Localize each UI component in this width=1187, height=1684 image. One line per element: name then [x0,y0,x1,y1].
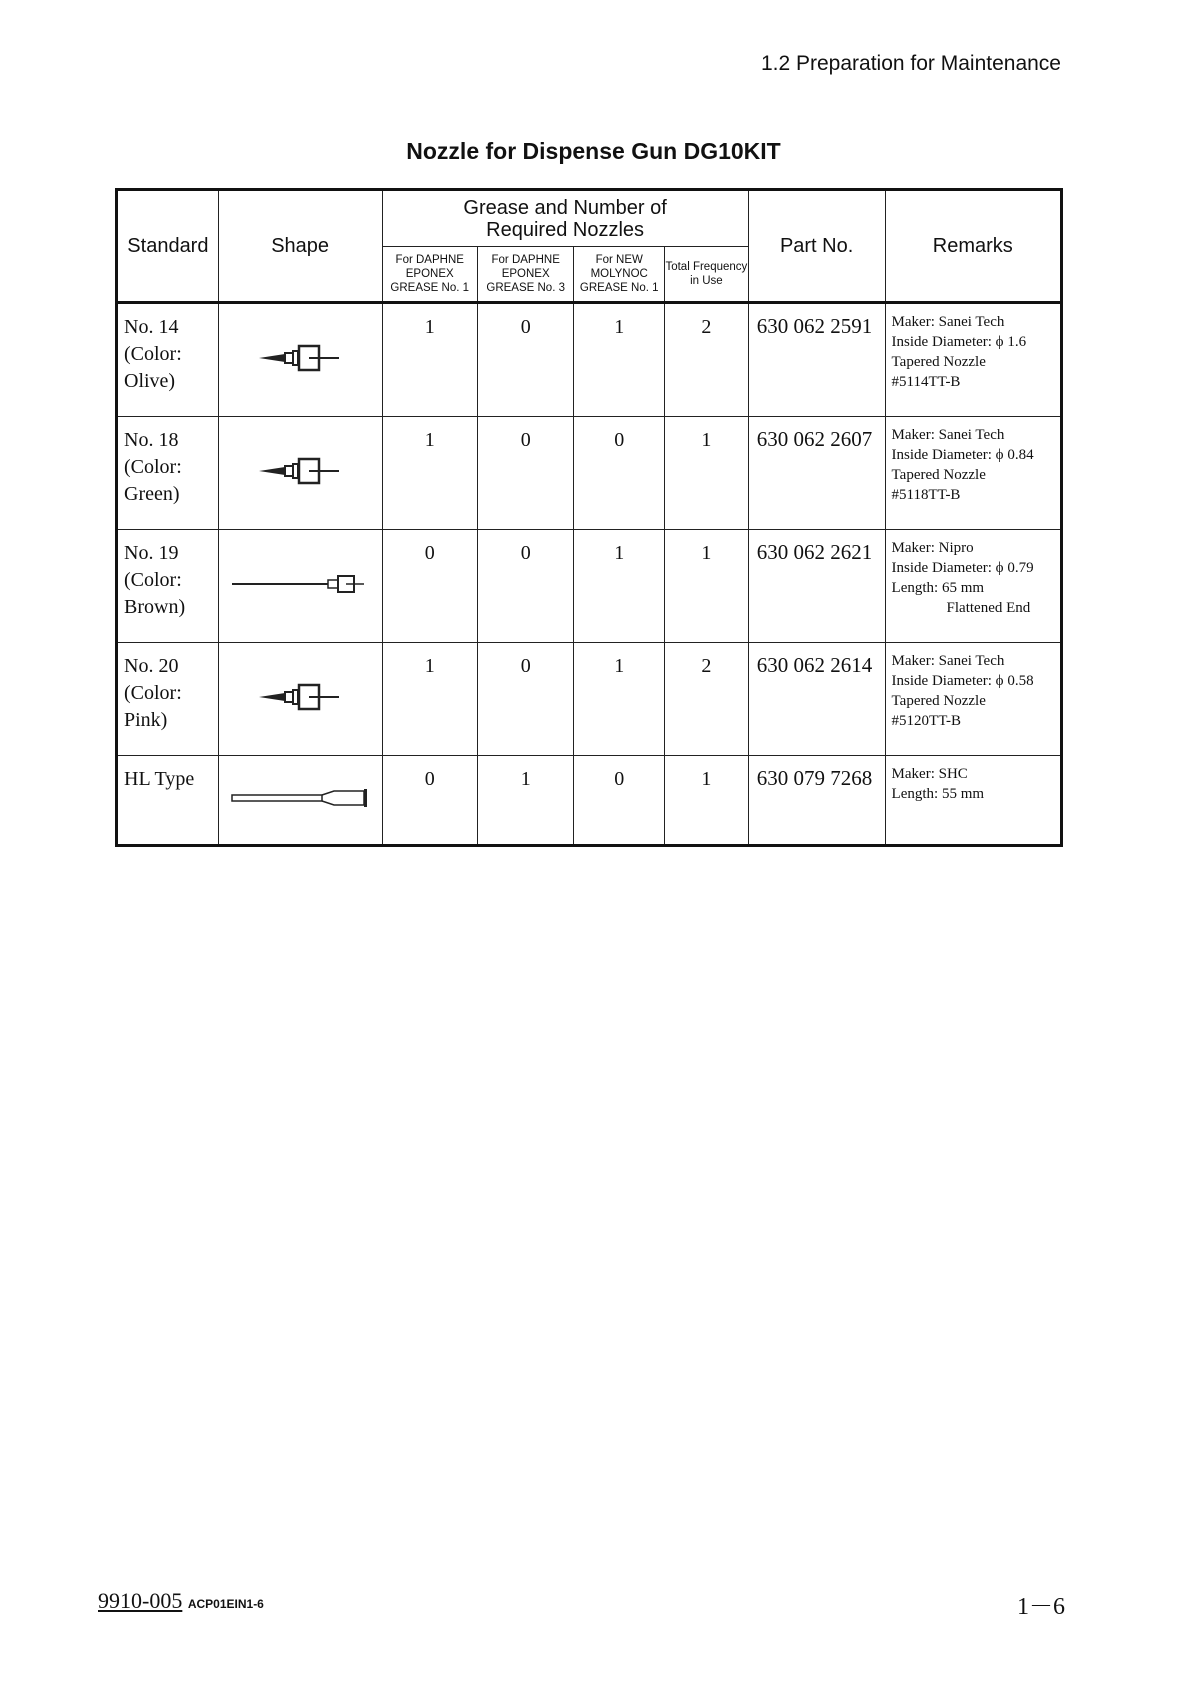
standard-line: No. 19 [124,542,179,564]
standard-line: No. 18 [124,429,179,451]
header-remarks: Remarks [885,190,1061,303]
remarks-cell [885,530,1061,643]
remark-line: Tapered Nozzle [891,693,986,709]
count-cell: 0 [477,643,573,756]
standard-cell [117,530,219,643]
standard-line: No. 20 [124,655,179,677]
tapered-nozzle-icon [255,475,345,492]
remark-line: Inside Diameter: ϕ 0.58 [891,673,1034,689]
remark-line: Length: 55 mm [891,786,985,802]
standard-line: HL Type [124,768,195,790]
standard-line: Brown) [124,596,186,618]
count-cell: 0 [574,417,665,530]
shape-cell [218,303,382,417]
count-cell: 0 [477,303,573,417]
tapered-nozzle-icon [255,362,345,379]
remark-line: #5120TT-B [891,713,961,729]
count-cell: 1 [574,643,665,756]
nozzle-table [115,188,1063,847]
remark-line: Inside Diameter: ϕ 0.84 [891,447,1034,463]
table-row [117,643,1062,756]
count-cell: 1 [665,530,749,643]
standard-line: (Color: [124,569,182,591]
count-cell: 1 [477,756,573,846]
part-number: 630 062 2614 [748,643,885,756]
remark-line: Flattened End [946,600,1031,616]
remark-line: Tapered Nozzle [891,467,986,483]
shape-cell [218,530,382,643]
standard-cell [117,756,219,846]
header-grease-group: Grease and Number of Required Nozzles [382,190,748,247]
remark-line: Inside Diameter: ϕ 1.6 [891,334,1027,350]
count-cell: 1 [665,756,749,846]
tapered-nozzle-icon [255,701,345,718]
count-cell: 1 [574,303,665,417]
page-title: Nozzle for Dispense Gun DG10KIT [406,138,781,164]
page-number: 1－6 [1017,1594,1065,1620]
remark-line: Maker: SHC [891,766,968,782]
part-number: 630 062 2607 [748,417,885,530]
remark-line: Tapered Nozzle [891,354,986,370]
remark-line: Maker: Sanei Tech [891,427,1005,443]
count-cell: 2 [665,643,749,756]
count-cell: 0 [382,530,477,643]
long-needle-icon [230,583,370,600]
remark-line: Maker: Sanei Tech [891,653,1005,669]
standard-line: (Color: [124,343,182,365]
header-molynoc-1: For NEW MOLYNOC GREASE No. 1 [574,247,665,303]
header-part-no: Part No. [748,190,885,303]
shape-cell [218,643,382,756]
remark-line: Maker: Sanei Tech [891,314,1005,330]
count-cell: 2 [665,303,749,417]
remark-line: #5118TT-B [891,487,961,503]
table-row [117,303,1062,417]
standard-cell [117,303,219,417]
remarks-cell [885,417,1061,530]
shape-cell [218,756,382,846]
shape-cell [218,417,382,530]
standard-line: Green) [124,483,180,505]
table-row [117,417,1062,530]
count-cell: 1 [574,530,665,643]
section-header: 1.2 Preparation for Maintenance [760,52,1061,75]
count-cell: 1 [382,303,477,417]
count-cell: 1 [382,417,477,530]
header-daphne-1: For DAPHNE EPONEX GREASE No. 1 [382,247,477,303]
header-shape: Shape [218,190,382,303]
standard-line: Pink) [124,709,168,731]
standard-line: (Color: [124,456,182,478]
count-cell: 1 [382,643,477,756]
remark-line: #5114TT-B [891,374,961,390]
remarks-cell [885,756,1061,846]
remark-line: Maker: Nipro [891,540,974,556]
count-cell: 0 [477,530,573,643]
count-cell: 0 [477,417,573,530]
standard-line: Olive) [124,370,176,392]
remarks-cell [885,643,1061,756]
standard-cell [117,417,219,530]
part-number: 630 062 2621 [748,530,885,643]
standard-line: (Color: [124,682,182,704]
count-cell: 0 [574,756,665,846]
table-row [117,530,1062,643]
remark-line: Length: 65 mm [891,580,985,596]
remark-line: Inside Diameter: ϕ 0.79 [891,560,1034,576]
part-number: 630 079 7268 [748,756,885,846]
remarks-cell [885,303,1061,417]
table-row [117,756,1062,846]
hl-nozzle-icon [230,797,370,814]
footer-doc-number [98,1588,264,1614]
standard-cell [117,643,219,756]
header-total-frequency: Total Frequency in Use [665,247,749,303]
doc-number: 9910-005 [98,1588,183,1613]
count-cell: 0 [382,756,477,846]
part-number: 630 062 2591 [748,303,885,417]
doc-code: ACP01EIN1-6 [187,1597,264,1611]
header-standard: Standard [117,190,219,303]
standard-line: No. 14 [124,316,179,338]
count-cell: 1 [665,417,749,530]
header-daphne-3: For DAPHNE EPONEX GREASE No. 3 [477,247,573,303]
